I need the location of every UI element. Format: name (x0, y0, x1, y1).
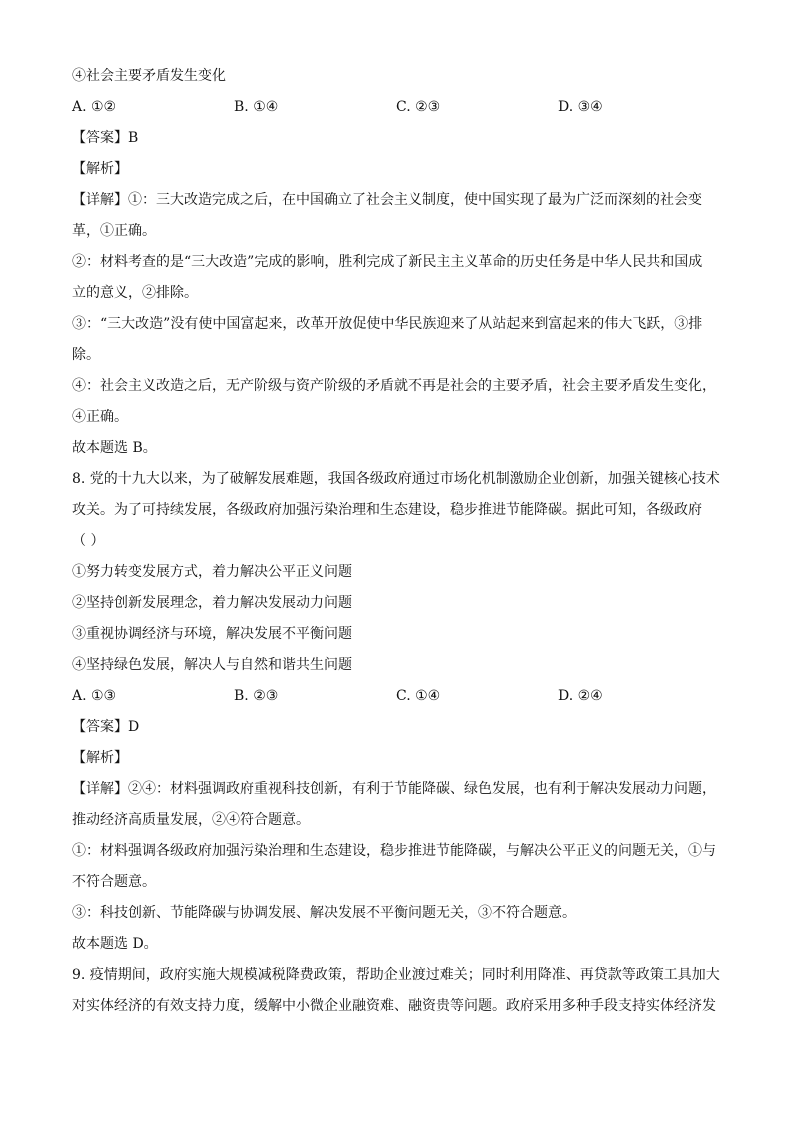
q7-analysis-line: 除。 (72, 347, 100, 363)
q7-option-b: B. ①④ (234, 99, 279, 115)
q8-item-4: ④坚持绿色发展，解决人与自然和谐共生问题 (72, 657, 352, 673)
q8-item-2: ②坚持创新发展理念，着力解决发展动力问题 (72, 595, 352, 611)
q7-options (72, 92, 732, 123)
q7-analysis-line: ④：社会主义改造之后，无产阶级与资产阶级的矛盾就不再是社会的主要矛盾，社会主要矛盾发生变化， (72, 378, 716, 394)
q7-answer: 【答案】B (72, 130, 139, 146)
q7-analysis-line: ④正确。 (72, 409, 128, 425)
q7-analysis-line: 革，①正确。 (72, 223, 156, 239)
q8-analysis-line: 推动经济高质量发展，②④符合题意。 (72, 812, 310, 828)
q8-conclusion: 故本题选 D。 (72, 936, 158, 952)
q8-item-1: ①努力转变发展方式，着力解决公平正义问题 (72, 564, 352, 580)
q8-option-b: B. ②③ (234, 688, 279, 704)
q8-analysis-line: 不符合题意。 (72, 874, 156, 890)
q7-option-d: D. ③④ (558, 99, 603, 115)
q8-stem-blank: （ ） (72, 533, 105, 549)
q7-analysis-line: ②：材料考查的是“三大改造”完成的影响，胜利完成了新民主主义革命的历史任务是中华人民共和国成 (72, 254, 703, 270)
question-content (72, 61, 732, 1022)
q7-analysis-heading: 【解析】 (72, 161, 128, 177)
q7-analysis-line: ③：“三大改造”没有使中国富起来，改革开放促使中华民族迎来了从站起来到富起来的伟大飞跃，③排 (72, 316, 703, 332)
q9-stem-line: 对实体经济的有效支持力度，缓解中小微企业融资难、融资贵等问题。政府采用多种手段支持实体经济发 (72, 998, 716, 1014)
q8-analysis-line: ③：科技创新、节能降碳与协调发展、解决发展不平衡问题无关，③不符合题意。 (72, 905, 576, 921)
q8-stem-line: 攻关。为了可持续发展，各级政府加强污染治理和生态建设，稳步推进节能降碳。据此可知，各级政府 (72, 502, 702, 518)
q8-stem-line: 8. 党的十九大以来，为了破解发展难题，我国各级政府通过市场化机制激励企业创新，加强关键核心技术 (72, 471, 720, 487)
q8-answer: 【答案】D (72, 719, 140, 735)
q7-option-c: C. ②③ (396, 99, 441, 115)
q8-item-3: ③重视协调经济与环境，解决发展不平衡问题 (72, 626, 352, 642)
q9-stem-line: 9. 疫情期间，政府实施大规模减税降费政策，帮助企业渡过难关；同时利用降准、再贷款等政策工具加大 (72, 967, 720, 983)
q7-item-4: ④社会主要矛盾发生变化 (72, 68, 226, 84)
q7-analysis-line: 立的意义，②排除。 (72, 285, 198, 301)
q8-options (72, 681, 732, 712)
q7-conclusion: 故本题选 B。 (72, 440, 157, 456)
q8-analysis-heading: 【解析】 (72, 750, 128, 766)
q7-option-a: A. ①② (72, 99, 117, 115)
q8-analysis-line: 【详解】②④：材料强调政府重视科技创新，有利于节能降碳、绿色发展，也有利于解决发展动力问题， (72, 781, 716, 797)
q7-analysis-line: 【详解】①：三大改造完成之后，在中国确立了社会主义制度，使中国实现了最为广泛而深刻的社会变 (72, 192, 702, 208)
q8-analysis-line: ①：材料强调各级政府加强污染治理和生态建设，稳步推进节能降碳，与解决公平正义的问题无关，①与 (72, 843, 716, 859)
q8-option-a: A. ①③ (72, 688, 117, 704)
q8-option-d: D. ②④ (558, 688, 603, 704)
q8-option-c: C. ①④ (396, 688, 441, 704)
